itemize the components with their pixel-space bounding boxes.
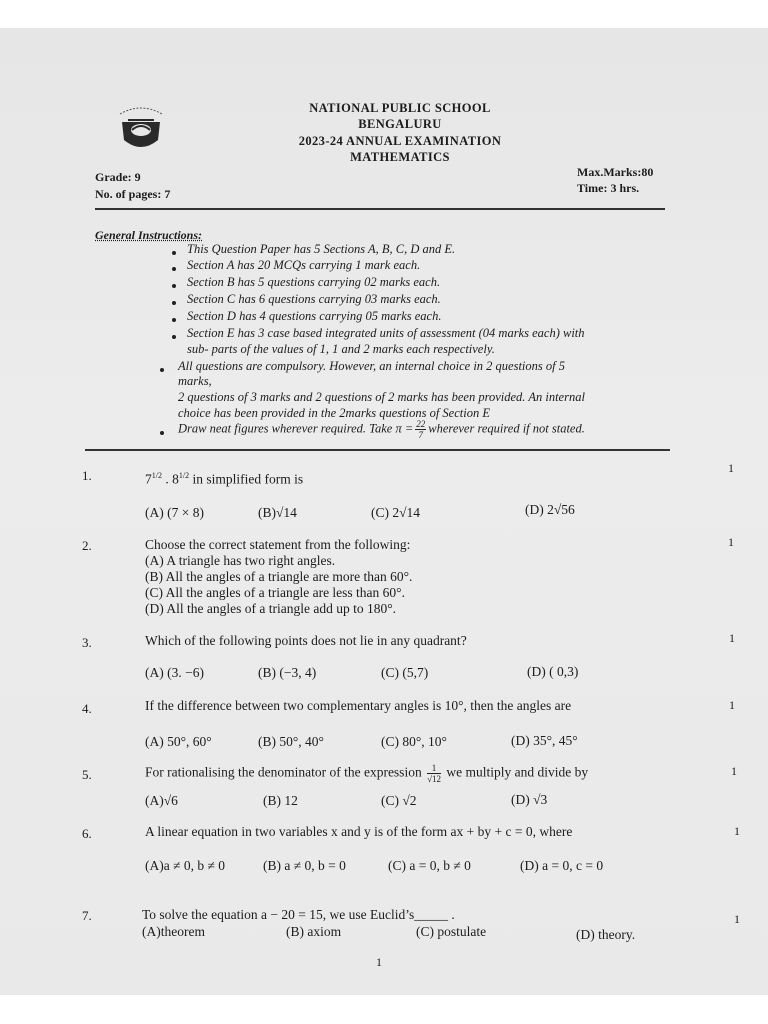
option-c: (C) (5,7) (381, 665, 429, 680)
school-city: BENGALURU (358, 117, 442, 131)
option-c: (C) a = 0, b ≠ 0 (388, 858, 471, 873)
subject-title: MATHEMATICS (350, 150, 450, 164)
instructions-divider (85, 449, 670, 451)
instruction-item: marks, (178, 374, 212, 388)
instruction-item: sub- parts of the values of 1, 1 and 2 marks each respectively. (187, 342, 495, 356)
option-b: (B) a ≠ 0, b = 0 (263, 858, 346, 873)
instruction-item: Section A has 20 MCQs carrying 1 mark each. (187, 258, 421, 272)
time-label: Time: 3 hrs. (577, 181, 640, 195)
option-d: (D) All the angles of a triangle add up to 180°. (145, 601, 396, 616)
bullet (160, 368, 164, 372)
option-d: (D) ( 0,3) (527, 664, 579, 679)
question-marks: 1 (731, 764, 737, 778)
option-c: (C) All the angles of a triangle are less than 60°. (145, 585, 405, 600)
option-b: (B) axiom (286, 924, 342, 939)
question-marks: 1 (729, 698, 735, 712)
option-a: (A)a ≠ 0, b ≠ 0 (145, 858, 226, 873)
option-c: (C) postulate (416, 924, 487, 939)
instruction-item: Section E has 3 case based integrated units of assessment (04 marks each) with (187, 326, 585, 340)
option-a: (A) A triangle has two right angles. (145, 553, 336, 568)
question-number: 4. (82, 701, 92, 716)
option-c: (C) √2 (381, 793, 417, 808)
instruction-item: This Question Paper has 5 Sections A, B, C, D and E. (187, 242, 456, 256)
option-b: (B) 12 (263, 793, 298, 808)
option-d: (D) 2√56 (525, 502, 575, 517)
question-number: 3. (82, 635, 92, 650)
page-number: 1 (376, 955, 382, 969)
bullet (172, 251, 176, 255)
school-name: NATIONAL PUBLIC SCHOOL (309, 101, 491, 115)
option-b: (B)√14 (258, 505, 297, 520)
question-text: To solve the equation a − 20 = 15, we use Euclid’s_____ . (142, 907, 455, 922)
question-number: 1. (82, 468, 92, 483)
instruction-item-pi: Draw neat figures wherever required. Take π = $\frac{22}{7}$ wherever required if not stated. (178, 419, 585, 440)
option-a: (A) (3. −6) (145, 665, 204, 680)
option-b: (B) (−3, 4) (258, 665, 317, 680)
school-crest-logo (112, 100, 170, 158)
instruction-item: choice has been provided in the 2marks questions of Section E (178, 406, 490, 420)
question-marks: 1 (729, 631, 735, 645)
question-number: 6. (82, 826, 92, 841)
bullet (172, 267, 176, 271)
option-b: (B) All the angles of a triangle are more than 60°. (145, 569, 413, 584)
exam-title: 2023-24 ANNUAL EXAMINATION (298, 134, 502, 148)
instruction-item: All questions are compulsory. However, an internal choice in 2 questions of 5 (178, 359, 565, 373)
pages-label: No. of pages: 7 (95, 187, 171, 201)
option-d: (D) a = 0, c = 0 (520, 858, 604, 873)
expression-fraction: $\frac{1}{√12}$ (427, 763, 442, 784)
question-number: 2. (82, 538, 92, 553)
option-a: (A)theorem (142, 924, 205, 939)
question-marks: 1 (734, 912, 740, 926)
option-b: (B) 50°, 40° (258, 734, 324, 749)
question-text: $7^{1/2}$ . $8^{1/2}$ in simplified form is (145, 471, 304, 487)
question-text: If the difference between two complementary angles is 10°, then the angles are (145, 698, 572, 713)
option-c: (C) 80°, 10° (381, 734, 447, 749)
option-a: (A) (7 × 8) (145, 505, 204, 520)
pi-fraction: $\frac{22}{7}$ (416, 419, 426, 440)
question-text: Choose the correct statement from the following: (145, 537, 411, 552)
instruction-item: 2 questions of 3 marks and 2 questions of 2 marks has been provided. An internal (178, 390, 585, 404)
header-divider (95, 208, 665, 210)
option-a: (A)√6 (145, 793, 178, 808)
option-d: (D) √3 (511, 792, 548, 807)
instruction-item: Section C has 6 questions carrying 03 marks each. (187, 292, 441, 306)
bullet (172, 301, 176, 305)
instruction-item: Section D has 4 questions carrying 05 marks each. (187, 309, 442, 323)
question-number: 7. (82, 908, 92, 923)
max-marks-label: Max.Marks:80 (577, 165, 654, 179)
bullet (172, 318, 176, 322)
question-text: Which of the following points does not lie in any quadrant? (145, 633, 467, 648)
bullet (172, 335, 176, 339)
option-d: (D) 35°, 45° (511, 733, 578, 748)
question-text: For rationalising the denominator of the expression $\frac{1}{√12}$ we multiply and divide by (145, 763, 589, 784)
instructions-title: General Instructions: (95, 228, 203, 242)
option-c: (C) 2√14 (371, 505, 421, 520)
question-marks: 1 (728, 461, 734, 475)
question-marks: 1 (734, 824, 740, 838)
exam-paper (0, 28, 768, 995)
option-d: (D) theory. (576, 927, 636, 942)
question-text: A linear equation in two variables x and y is of the form ax + by + c = 0, where (145, 824, 573, 839)
instruction-item: Section B has 5 questions carrying 02 marks each. (187, 275, 441, 289)
bullet (160, 431, 164, 435)
question-marks: 1 (728, 535, 734, 549)
question-number: 5. (82, 767, 92, 782)
bullet (172, 284, 176, 288)
grade-label: Grade: 9 (95, 170, 141, 184)
option-a: (A) 50°, 60° (145, 734, 212, 749)
